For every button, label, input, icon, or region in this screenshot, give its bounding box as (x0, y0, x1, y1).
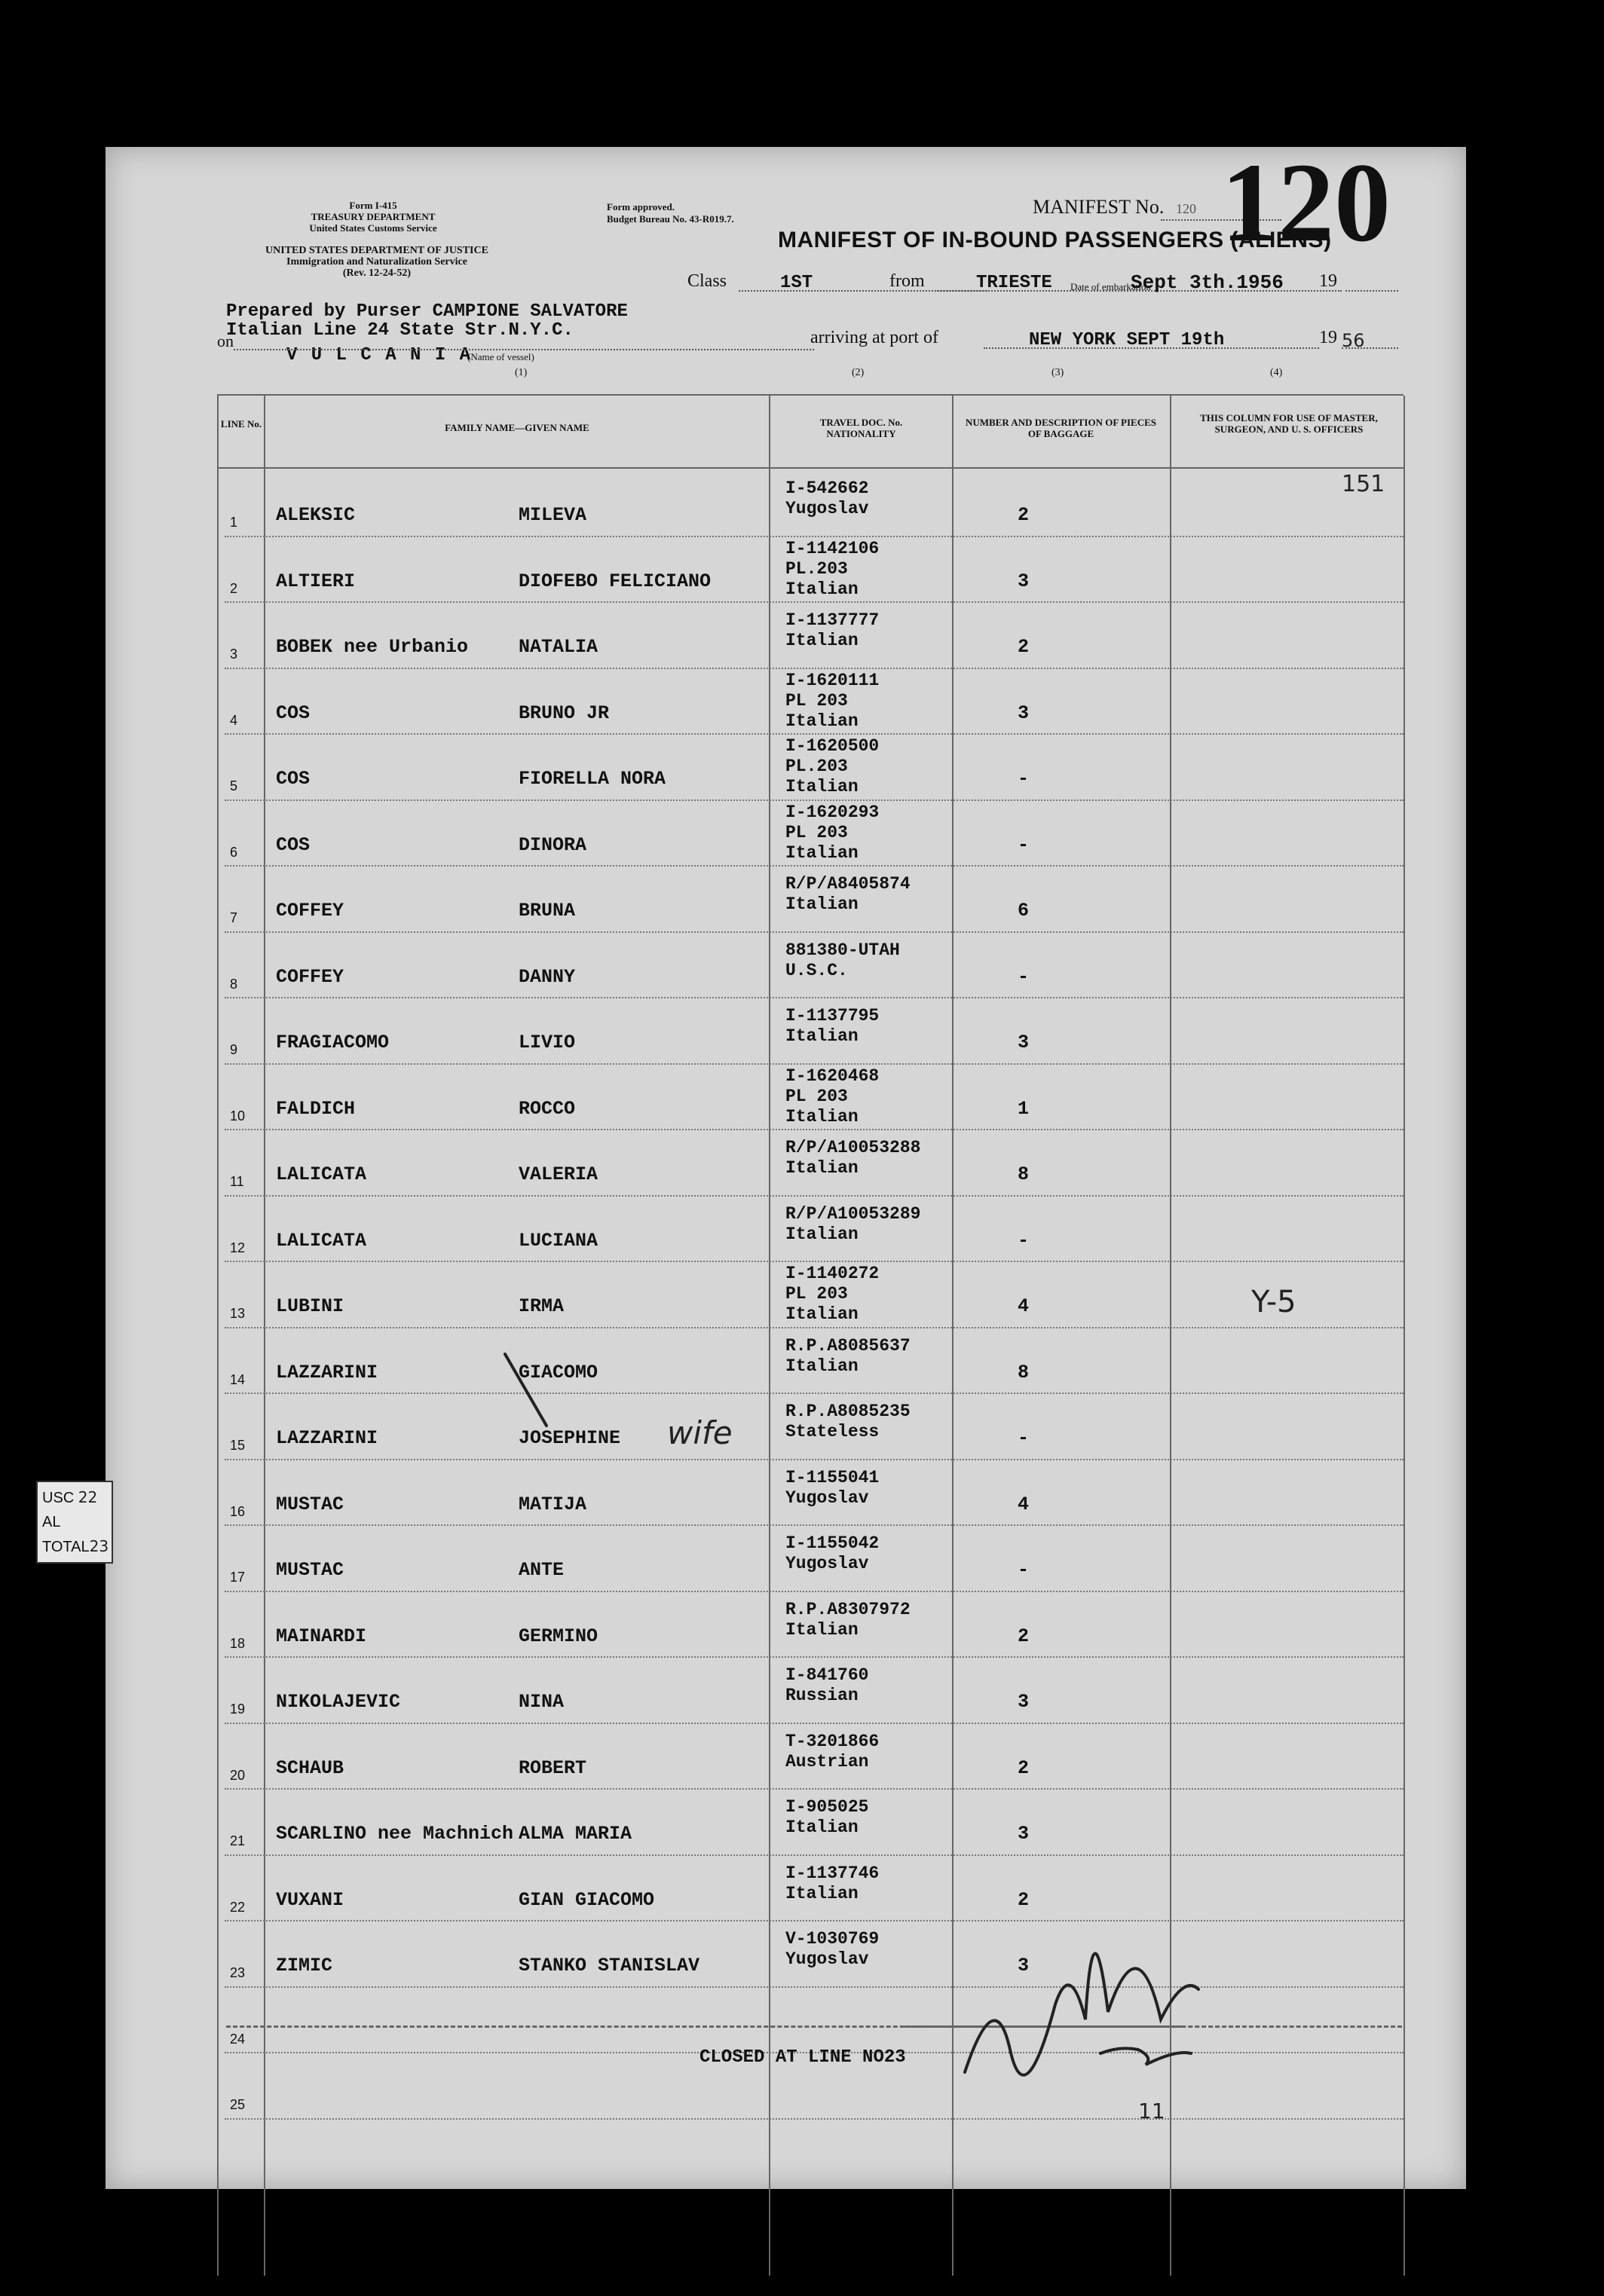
embark-value: Sept 3th.1956 (1131, 271, 1284, 294)
nationality: Italian (785, 777, 859, 796)
col-num-1: (1) (515, 367, 528, 378)
family-name: COS (276, 768, 311, 790)
stamp-al-label: AL (42, 1514, 61, 1530)
class-label: Class (687, 271, 727, 291)
col-header-line: LINE No. (220, 418, 262, 430)
given-name: BRUNO JR (519, 702, 610, 724)
family-name: FRAGIACOMO (276, 1032, 390, 1053)
given-name: GERMINO (519, 1625, 598, 1647)
baggage-count: 6 (1018, 900, 1030, 922)
line-number: 4 (230, 712, 238, 728)
nationality: Italian (785, 1356, 859, 1376)
line-number: 12 (230, 1240, 246, 1255)
nationality: Italian (785, 711, 859, 731)
baggage-count: 2 (1018, 1756, 1030, 1779)
baggage-count: 1 (1018, 1097, 1030, 1120)
family-name: MAINARDI (276, 1625, 367, 1647)
given-name: LIVIO (519, 1032, 576, 1053)
form-number: Form I-415 (349, 200, 397, 211)
family-name: FALDICH (276, 1097, 356, 1120)
given-name: LUCIANA (519, 1229, 598, 1252)
family-name: ALTIERI (276, 570, 356, 592)
line-number: 21 (230, 1833, 246, 1848)
stamp-total-value: 23 (89, 1537, 109, 1555)
nationality: Italian (785, 894, 859, 914)
baggage-count: 4 (1018, 1493, 1030, 1515)
row13-mark: Y-5 (1251, 1285, 1296, 1319)
baggage-count: 2 (1018, 1625, 1030, 1647)
family-name: BOBEK nee Urbanio (276, 636, 469, 658)
handwriting-strokes (106, 147, 1466, 2189)
manifest-no-small: 120 (1176, 201, 1196, 216)
line-number: 20 (230, 1767, 246, 1783)
travel-doc-number: I-905025 (785, 1797, 869, 1817)
nationality: Italian (785, 1883, 859, 1903)
bureau-line: Budget Bureau No. 43-R019.7. (607, 213, 734, 225)
col-header-officers: THIS COLUMN FOR USE OF MASTER, SURGEON, AND U. S. OFFICERS (1200, 412, 1378, 435)
arriving-value: NEW YORK SEPT 19th (1029, 330, 1225, 350)
class-value: 1ST (780, 273, 813, 293)
family-name: COS (276, 702, 311, 724)
nationality: Italian (785, 1158, 859, 1178)
baggage-count: - (1018, 965, 1030, 988)
line-number: 24 (230, 2031, 246, 2047)
travel-doc-number: PL.203 (785, 558, 848, 579)
baggage-count: - (1018, 1427, 1030, 1449)
travel-doc-number: I-1137795 (785, 1006, 880, 1026)
travel-doc-number: I-1137777 (785, 610, 880, 630)
travel-doc-number: I-1620293 (785, 802, 880, 822)
given-name: ROBERT (519, 1756, 587, 1779)
nationality: Stateless (785, 1422, 880, 1441)
baggage-count: - (1018, 1559, 1030, 1581)
nationality: Italian (785, 631, 859, 650)
given-name: IRMA (519, 1295, 565, 1317)
line-number: 8 (230, 976, 238, 992)
baggage-count: - (1018, 768, 1030, 790)
given-name: NINA (519, 1691, 565, 1713)
nationality: Italian (785, 1818, 859, 1837)
wife-note: wife (667, 1414, 733, 1451)
family-name: LAZZARINI (276, 1361, 378, 1383)
given-name: ANTE (519, 1559, 565, 1581)
nationality: Italian (785, 579, 859, 599)
line-number: 1 (230, 515, 238, 530)
baggage-count: 3 (1018, 1032, 1030, 1053)
line-number: 9 (230, 1042, 238, 1057)
stamp-total-label: TOTAL (42, 1539, 90, 1555)
baggage-count: 8 (1018, 1163, 1030, 1185)
line-number: 7 (230, 910, 238, 925)
year-prefix-1: 19 (1319, 271, 1337, 291)
col-num-2: (2) (852, 367, 865, 378)
given-name: VALERIA (519, 1163, 598, 1185)
nationality: Russian (785, 1686, 859, 1705)
nationality: Italian (785, 842, 859, 863)
given-name: DANNY (519, 965, 576, 988)
nationality: Yugoslav (785, 1949, 869, 1969)
family-name: COS (276, 833, 311, 856)
nationality: U.S.C. (785, 960, 848, 980)
baggage-count: 4 (1018, 1295, 1030, 1317)
line-number: 19 (230, 1701, 246, 1717)
given-name: MILEVA (519, 504, 587, 526)
approval-line: Form approved. (607, 201, 675, 212)
vessel-name: V U L C A N I A (286, 345, 473, 365)
family-name: LUBINI (276, 1295, 344, 1317)
travel-doc-number: R.P.A8307972 (785, 1599, 911, 1619)
arriving-label: arriving at port of (810, 328, 938, 347)
from-value: TRIESTE (976, 273, 1052, 293)
family-name: SCHAUB (276, 1756, 344, 1779)
given-name: BRUNA (519, 900, 576, 922)
given-name: GIAN GIACOMO (519, 1888, 655, 1911)
given-name: JOSEPHINE (519, 1427, 621, 1449)
line-number: 13 (230, 1306, 246, 1321)
family-name: MUSTAC (276, 1559, 344, 1581)
travel-doc-number: I-1620500 (785, 736, 880, 756)
family-name: MUSTAC (276, 1493, 344, 1515)
stamp-total-row (42, 1534, 107, 1559)
family-name: NIKOLAJEVIC (276, 1691, 401, 1713)
baggage-count: 3 (1018, 1823, 1030, 1845)
travel-doc-number: V-1030769 (785, 1929, 880, 1949)
travel-doc-number: I-1620468 (785, 1065, 880, 1086)
line-number: 5 (230, 778, 238, 793)
on-label: on (217, 332, 234, 350)
baggage-count: 8 (1018, 1361, 1030, 1383)
line-number: 25 (230, 2097, 246, 2112)
manifest-no-label: MANIFEST No. (1033, 196, 1165, 218)
line-number: 11 (230, 1174, 244, 1189)
family-name: SCARLINO nee Machnich (276, 1823, 514, 1845)
family-name: COFFEY (276, 900, 344, 922)
rev-label: (Rev. 12-24-52) (342, 268, 412, 279)
line-number: 23 (230, 1965, 246, 1980)
family-name: COFFEY (276, 965, 344, 988)
baggage-count: 3 (1018, 1955, 1030, 1977)
line-number: 16 (230, 1503, 246, 1519)
travel-doc-number: PL 203 (785, 1284, 848, 1304)
baggage-count: - (1018, 1229, 1030, 1252)
closed-note: CLOSED AT LINE NO23 (699, 2047, 906, 2068)
line-number: 6 (230, 844, 238, 860)
baggage-count: 2 (1018, 504, 1030, 526)
nationality: Yugoslav (785, 499, 869, 518)
family-name: VUXANI (276, 1888, 344, 1911)
line-number: 2 (230, 580, 238, 596)
travel-doc-number: PL.203 (785, 757, 848, 776)
given-name: FIORELLA NORA (519, 768, 666, 790)
col-num-3: (3) (1051, 367, 1064, 378)
nationality: Italian (785, 1619, 859, 1640)
travel-doc-number: I-1155042 (785, 1533, 880, 1553)
baggage-count: 3 (1018, 570, 1030, 592)
baggage-count: 3 (1018, 702, 1030, 724)
family-name: ZIMIC (276, 1955, 333, 1977)
travel-doc-number: PL 203 (785, 822, 848, 842)
nationality: Italian (785, 1224, 859, 1244)
travel-doc-number: R/P/A10053288 (785, 1138, 921, 1157)
travel-doc-number: I-1137746 (785, 1863, 880, 1883)
line-number: 18 (230, 1635, 246, 1651)
baggage-count: - (1018, 833, 1030, 856)
from-label: from (889, 271, 925, 291)
travel-doc-number: PL 203 (785, 1086, 848, 1106)
manifest-page (106, 140, 1466, 2189)
col-header-travel-doc: TRAVEL DOC. No. NATIONALITY (819, 417, 903, 439)
given-name: DIOFEBO FELICIANO (519, 570, 712, 592)
nationality: Italian (785, 1026, 859, 1046)
travel-doc-number: I-1142106 (785, 538, 880, 558)
stamp-usc-value: 22 (78, 1488, 98, 1506)
travel-doc-number: I-1620111 (785, 670, 880, 690)
given-name: DINORA (519, 833, 587, 856)
line-number: 17 (230, 1570, 246, 1585)
customs-label: United States Customs Service (309, 222, 437, 234)
travel-doc-number: I-1155041 (785, 1467, 880, 1487)
travel-doc-number: R/P/A10053289 (785, 1203, 921, 1224)
nationality: Italian (785, 1304, 859, 1324)
embark-label: Date of embarkation (1070, 281, 1151, 292)
col-header-baggage: NUMBER AND DESCRIPTION OF PIECES OF BAGGAGE (965, 417, 1157, 439)
row14-slash (505, 1354, 546, 1426)
line-number: 3 (230, 647, 238, 662)
nationality: Yugoslav (785, 1554, 869, 1573)
line-number: 22 (230, 1899, 246, 1915)
family-name: LAZZARINI (276, 1427, 378, 1449)
baggage-count: 2 (1018, 636, 1030, 658)
signature-tail (1100, 2048, 1191, 2065)
year-prefix-2: 19 (1319, 328, 1337, 347)
travel-doc-number: 881380-UTAH (785, 940, 900, 960)
given-name: ROCCO (519, 1097, 576, 1120)
given-name: STANKO STANISLAV (519, 1955, 700, 1977)
travel-doc-number: R.P.A8085637 (785, 1335, 911, 1356)
travel-doc-number: I-542662 (785, 478, 869, 498)
travel-doc-number: R.P.A8085235 (785, 1402, 911, 1421)
line-number: 10 (230, 1108, 246, 1124)
stamp-usc-label: USC (42, 1490, 75, 1506)
justice-label: UNITED STATES DEPARTMENT OF JUSTICE (265, 245, 488, 256)
sheet-number: 120 (1221, 140, 1391, 265)
col-num-4: (4) (1270, 367, 1283, 378)
treasury-label: TREASURY DEPARTMENT (311, 211, 436, 222)
baggage-count: 3 (1018, 1691, 1030, 1713)
stamp-usc-row (42, 1485, 107, 1510)
line-number: 14 (230, 1371, 246, 1387)
given-name: ALMA MARIA (519, 1823, 632, 1845)
nationality: Yugoslav (785, 1487, 869, 1508)
travel-doc-number: R/P/A8405874 (785, 874, 911, 894)
manifest-title: MANIFEST OF IN-BOUND PASSENGERS (ALIENS) (778, 228, 1332, 252)
officers-number: 151 (1342, 471, 1385, 497)
family-name: LALICATA (276, 1229, 367, 1252)
line-number: 15 (230, 1438, 246, 1453)
travel-doc-number: PL 203 (785, 690, 848, 711)
baggage-count: 2 (1018, 1888, 1030, 1911)
vessel-label: (Name of vessel) (467, 351, 534, 362)
ins-label: Immigration and Naturalization Service (286, 256, 467, 268)
given-name: GIACOMO (519, 1361, 598, 1383)
family-name: ALEKSIC (276, 504, 356, 526)
stamp-al-row (42, 1510, 107, 1534)
prepared-by-line1: Prepared by Purser CAMPIONE SALVATORE (226, 301, 628, 322)
given-name: NATALIA (519, 636, 598, 658)
given-name: MATIJA (519, 1493, 587, 1515)
nationality: Austrian (785, 1751, 869, 1772)
tally-stamp (36, 1481, 113, 1564)
family-name: LALICATA (276, 1163, 367, 1185)
col-header-name: FAMILY NAME—GIVEN NAME (445, 422, 589, 433)
travel-doc-number: T-3201866 (785, 1731, 880, 1751)
signature-initials: 11 (1138, 2099, 1165, 2123)
travel-doc-number: I-841760 (785, 1665, 869, 1685)
prepared-by-line2: Italian Line 24 State Str.N.Y.C. (226, 320, 574, 341)
travel-doc-number: I-1140272 (785, 1264, 880, 1283)
nationality: Italian (785, 1106, 859, 1127)
year-suffix-2: 56 (1342, 330, 1365, 351)
